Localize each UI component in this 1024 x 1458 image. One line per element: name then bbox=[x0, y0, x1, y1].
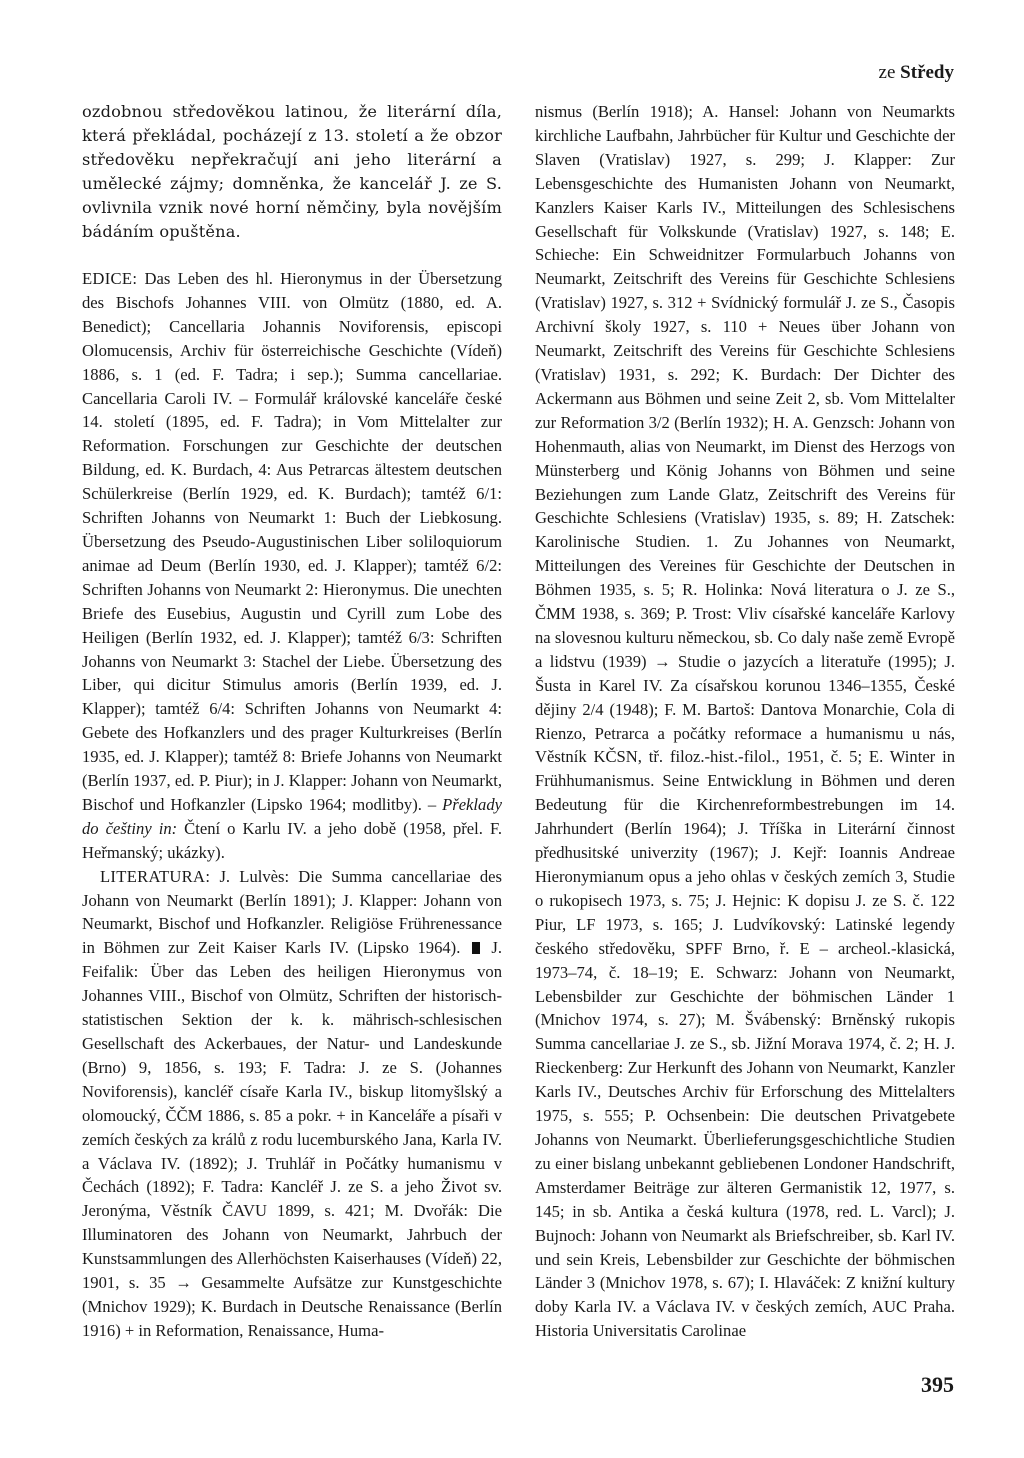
edice-tail: Čtení o Karlu IV. a jeho době (1958, přel. F. Heřmanský; ukázky). bbox=[82, 818, 502, 862]
edice-paragraph bbox=[82, 267, 502, 865]
page-number: 395 bbox=[921, 1372, 954, 1397]
left-column bbox=[82, 100, 502, 1343]
literatura-label: LITERATURA: bbox=[100, 866, 211, 886]
literatura-text-b: J. Feifalik: Über das Leben des heiligen Hieronymus von Johannes VIII., Bischof von Olmütz, Schriften der historisch-statistischen Sektion der k. k. mährisch-schlesischen Gesellschaft des Ackerbaues, der Natur- und Landeskunde (Brno) 9, 1856, s. 193; F. Tadra: J. ze S. (Johannes Noviforensis), kancléř císaře Karla IV., biskup litomyšlský a olomoucký, ČČM 1886, s. 85 a pokr. + in Kanceláře a písaři v zemích českých za králů z rodu lucemburského Jana, Karla IV. a Václava IV. (1892); J. Truhlář in Počátky humanismu v Čechách (1892); F. Tadra: Kancléř J. ze S. a jeho Život sv. Jeronýma, Věstník ČAVU 1899, s. 421; M. Dvořák: Die Illuminatoren des Johann von Neumarkt, Jahrbuch der Kunstsammlungen des Allerhöchsten Kaiserhauses (Vídeň) 22, 1901, s. 35 → Gesammelte Aufsätze zur Kunstgeschichte (Mnichov 1929); K. Burdach in Deutsche Renaissance (Berlín 1916) + in Reformation, Renaissance, Huma- bbox=[82, 938, 502, 1340]
literatura-text-a: J. Lulvès: Die Summa cancellariae des Johann von Neumarkt (Berlín 1891); J. Klapper: Johann von Neumarkt, Bischof und Hofkanzler. Religiöse Frührenessance in Böhmen zur Zeit Kaiser Karls IV. (Lipsko 1964). bbox=[82, 866, 502, 958]
running-head bbox=[879, 62, 954, 84]
literatura-continued: nismus (Berlín 1918); A. Hansel: Johann von Neumarkts kirchliche Laufbahn, Jahrbücher für Kultur und Geschichte der Slaven (Vratislav) 1927, s. 299; J. Klapper: Zur Lebensgeschichte des Humanisten Johann von Neumarkt, Kanzlers Kaiser Karls IV., Mitteilungen des Schlesischens Gesellschaft für Volkskunde (Vratislav) 1927, s. 148; E. Schieche: Ein Schweidnitzer Formularbuch Johanns von Neumarkt, Zeitschrift des Vereins für Geschichte Schlesiens (Vratislav) 1927, s. 312 + Svídnický formulář J. ze S., Časopis Archivní školy 1927, s. 110 + Neues über Johann von Neumarkt, Zeitschrift des Vereins für Geschichte Schlesiens (Vratislav) 1931, s. 292; K. Burdach: Der Dichter des Ackermann aus Böhmen und seine Zeit 2, sb. Vom Mittelalter zur Reformation 3/2 (Berlín 1932); H. A. Genzsch: Johann von Hohenmauth, alias von Neumarkt, im Dienst des Herzogs von Münsterberg und König Johanns von Böhmen und seine Beziehungen zum Lande Glatz, Zeitschrift des Vereins für Geschichte Schlesiens (Vratislav) 1935, s. 89; H. Zatschek: Karolinische Studien. 1. Zu Johannes von Neumarkt, Mitteilungen des Vereines für Geschichte der Deutschen in Böhmen 1935, s. 5; R. Holinka: Nová literatura o J. ze S., ČMM 1938, s. 369; P. Trost: Vliv císařské kanceláře Karlovy na slovesnou kulturu německou, sb. Co daly naše země Evropě a lidstvu (1939) → Studie o jazycích a literatuře (1995); J. Šusta in Karel IV. Za císařskou korunou 1346–1355, České dějiny 2/4 (1948); F. M. Bartoš: Dantova Monarchie, Cola di Rienzo, Petrarca a počátky reformace a humanismu u nás, Věstník KČSN, tř. filoz.-hist.-filol., 1951, č. 5; E. Winter in Frühhumanismus. Seine Entwicklung in Böhmen und deren Bedeutung für die Kirchenreformbestrebungen im 14. Jahrhundert (Berlín 1964); J. Tříška in Literární činnost předhusitské univerzity (1967); J. Kejř: Ioannis Andreae Hieronymianum opus a jeho ohlas v českých zemích 3, Studie o rukopisech 1973, s. 75; J. Hejnic: K dopisu J. ze S. č. 122 Piur, LF 1973, s. 165; J. Ludvíkovský: Latinské legendy českého středověku, SPFF Brno, ř. E – archeol.-klasická, 1973–74, č. 18–19; E. Schwarz: Johann von Neumarkt, Lebensbilder zur Geschichte der böhmischen Länder 1 (Mnichov 1974, s. 27); M. Švábenský: Brněnský rukopis Summa cancellariae J. ze S., sb. Jižní Morava 1974, č. 2; H. J. Rieckenberg: Zur Herkunft des Johann von Neumarkt, Kanzler Karls IV., Deutsches Archiv für Erforschung des Mittelalters 1975, s. 555; P. Ochsenbein: Die deutschen Privatgebete Johanns von Neumarkt. Überlieferungsgeschichtliche Studien zu einer bislang unbekannt gebliebenen Londoner Handschrift, Amsterdamer Beiträge zur älteren Germanistik 12, 1977, s. 145; in sb. Antika a česká kultura (1978, red. L. Varcl); J. Bujnoch: Johann von Neumarkt als Briefschreiber, sb. Karl IV. und sein Kreis, Lebensbilder zur Geschichte der böhmischen Länder 3 (Mnichov 1978, s. 67); I. Hlaváček: Z knižní kultury doby Karla IV. a Václava IV. v českých zemích, AUC Praha. Historia Universitatis Carolinae bbox=[535, 102, 955, 1341]
running-head-word: Středy bbox=[900, 62, 954, 83]
running-head-prefix: ze bbox=[878, 62, 901, 83]
edice-label: EDICE: bbox=[82, 269, 138, 288]
section-square-icon bbox=[472, 942, 480, 954]
edice-text: Das Leben des hl. Hieronymus in der Übersetzung des Bischofs Johannes VIII. von Olmütz (1880, ed. A. Benedict); Cancellaria Johannis Noviforensis, episcopi Olomucensis, Archiv für österreichische Geschichte (Vídeň) 1886, s. 1 (ed. F. Tadra; i sep.); Summa cancellariae. Cancellaria Caroli IV. – Formulář královské kanceláře české 14. století (1895, ed. F. Tadra); in Vom Mittelalter zur Reformation. Forschungen zur Geschichte der deutschen Bildung, ed. K. Burdach, 4: Aus Petrarcas ältestem deutschen Schülerkreise (Berlín 1929, ed. K. Burdach); tamtéž 6/1: Schriften Johanns von Neumarkt 1: Buch der Liebkosung. Übersetzung des Pseudo-Augustinischen Liber soliloquiorum animae ad Deum (Berlín 1930, ed. J. Klapper); tamtéž 6/2: Schriften Johanns von Neumarkt 2: Hieronymus. Die unechten Briefe des Eusebius, Augustin und Cyrill zum Lobe des Heiligen (Berlín 1932, ed. J. Klapper); tamtéž 6/3: Schriften Johanns von Neumarkt 3: Stachel der Liebe. Übersetzung des Liber, qui dicitur Stimulus amoris (Berlín 1939, ed. J. Klapper); tamtéž 6/4: Schriften Johanns von Neumarkt 4: Gebete des Hofkanzlers und des prager Kulturkreises (Berlín 1935, ed. J. Klapper); tamtéž 8: Briefe Johanns von Neumarkt (Berlín 1937, ed. P. Piur); in J. Klapper: Johann von Neumarkt, Bischof und Hofkanzler (Lipsko 1964; modlitby). – bbox=[82, 269, 502, 814]
literatura-paragraph bbox=[82, 865, 502, 1343]
right-column bbox=[535, 100, 955, 1343]
intro-paragraph: ozdobnou středověkou latinou, že literární díla, která překládal, pocházejí z 13. století a že obzor středověku nepřekračují ani jeho literární a umělecké zájmy; domněnka, že kancelář J. ze S. ovlivnila vznik nové horní němčiny, byla novějším bádáním opuštěna. bbox=[82, 102, 502, 241]
edice-italic: Překlady do češtiny in: bbox=[82, 794, 502, 838]
